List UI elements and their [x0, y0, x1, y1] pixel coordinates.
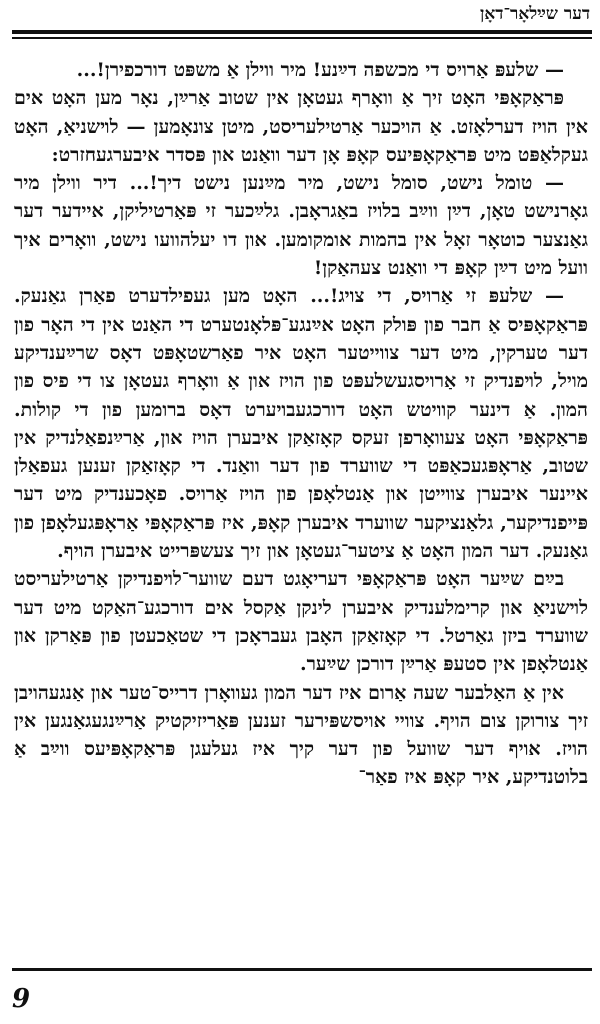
body-text — [14, 56, 588, 792]
header-rule-thin — [12, 37, 592, 39]
paragraph: אין אַ האַלבער שעה אַרום איז דער המון געוואָרן דרייס־טער און אַנגעהויבן זיך צורוקן צום הויף. צוויי אויסשפּירער זענען פּאַריזיקטיק אַרײַנגעגאַנגען אין הויז. אויף דער שוועל פון דער קיך איז געלעגן פּראַקאָפּיעס ווײַב אַ בלוטנדיקע, איר קאָפּ איז פאַר־ — [14, 681, 588, 789]
paragraph: — שלעפּ זי אַרויס, די צויג!... האָט מען געפילדערט פאַרן גאַנעק. פּראַקאָפּיס אַ חבר פון פּולק האָט אײַנגע־פּלאָנטערט די האַנט אין די האָר פון דער טערקין, מיט דער צווייטער האָט איר פאַרשטאָפּט דאָס שרײַענדיקע מויל, לױפנדיק זי אַרויסגעשלעפּט פון הויז און אַ וואָרף געטאָן צו די פיס פון המון. אַ דינער קוויטש האָט דורכגעבויערט דאָס ברומען פון די קולות. פּראַקאָפּי האָט צעוואָרפן זעקס קאָזאַקן איבערן הויז און, אַרײַנפאַלנדיק אין שטוב, אַראָפּגעכאַפּט די שווערד פון דער וואַנד. די קאָזאַקן זענען געפאַלן איינער איבערן צווייטן און אַנטלאָפן פון הויז אַרויס. פאָכענדיק מיט דער פּייפנדיקער, גלאַנציקער שווערד איבערן קאָפּ, איז פּראַקאָפּי אַראָפּגעלאָפן פון גאַנעק. דער המון האָט אַ ציטער־געטאָן און זיך צעשפּרייט איבערן הויף. — [14, 285, 588, 563]
footer-rule — [12, 968, 592, 971]
running-header-title: דער שײַלאָר־דאָן — [480, 4, 590, 24]
paragraph: פּראַקאָפּי האָט זיך אַ וואָרף געטאָן אין שטוב אַרײַן, נאָר מען האָט אים אין הויז דערלאָזט. אַ הויכער אַרטילעריסט, מיטן צונאָמען — לױשניאַ, האָט געקלאַפּט מיט פּראַקאָפּיעס קאָפּ אָן דער וואַנט און פּסדר איבערגעחזרט: — [14, 87, 588, 166]
paragraph: — טומל נישט, סומל נישט, מיר מײַנען נישט דיך!... דיר ווילן מיר גאָרנישט טאָן, דײַן ווײַב בלויז באַגראָבן. גלײַכער זי פּאַרטיליקן, איידער דער גאַנצער כוטאָר זאָל אין בהמות אומקומען. און דו יעלהוועו נישט, וואָרים איך וועל מיט דײַן קאָפּ די וואַנט צעהאַקן! — [14, 172, 588, 280]
page-number: 9 — [12, 984, 31, 1014]
header-rule-thick — [12, 30, 592, 34]
paragraph: בײַם שײַער האָט פּראַקאָפּי דעריאָגט דעם שווער־לױפנדיקן אַרטילעריסט לױשניאַ און קרימלענדיק איבערן לינקן אַקסל אים דורכגע־האַקט מיט דער שווערד ביזן גאַרטל. די קאָזאַקן האָבן געבראָכן די שטאַכעטן פון פּאַרקן און אַנטלאָפן אין סטעפּ אַרײַן דורכן שײַער. — [14, 568, 588, 676]
paragraph: — שלעפּ אַרויס די מכשפה דײַנע! מיר ווילן אַ משפּט דורכפירן!... — [76, 59, 564, 81]
